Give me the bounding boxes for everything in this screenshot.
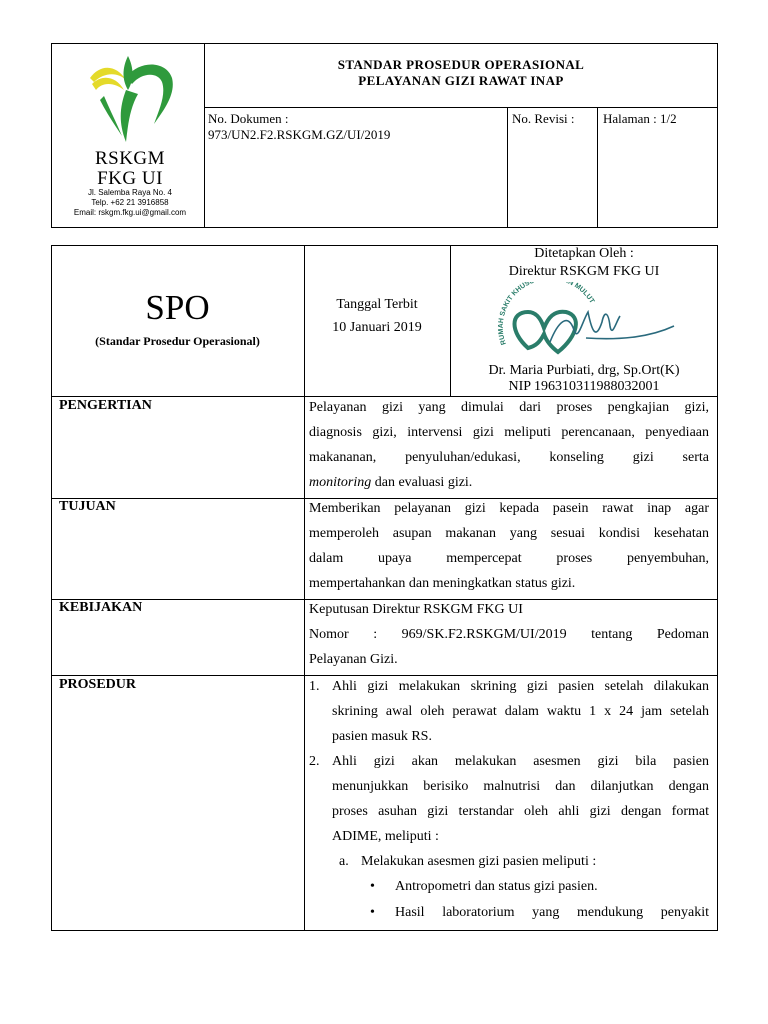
org-address: Jl. Salemba Raya No. 4 (87, 188, 173, 197)
list-number: 1. (309, 679, 320, 694)
doc-number-value: 973/UN2.F2.RSKGM.GZ/UI/2019 (208, 127, 391, 142)
spo-subtitle: (Standar Prosedur Operasional) (95, 334, 260, 348)
org-name-line1: RSKGM (94, 148, 166, 169)
procedure-line: ADIME, meliputi : (332, 829, 439, 844)
sub-list-letter: a. (339, 854, 349, 869)
tujuan-line: Memberikan pelayanan gizi kepada pasein rawat inap agar (309, 501, 709, 516)
tujuan-line: memperoleh asupan makanan yang sesuai kondisi kesehatan (309, 526, 709, 541)
procedure-line: menunjukkan berisiko malnutrisi dan dilanjutkan dengan (332, 779, 709, 794)
bullet-icon: • (370, 879, 375, 894)
sub-list-text: Melakukan asesmen gizi pasien meliputi : (361, 854, 597, 869)
kebijakan-line-last: Pelayanan Gizi. (309, 652, 398, 667)
table-divider (304, 245, 305, 931)
page-number: Halaman : 1/2 (603, 111, 677, 126)
tooth-logo-icon (82, 50, 178, 145)
procedure-line: pasien masuk RS. (332, 729, 432, 744)
stamp-signature-icon (488, 282, 688, 364)
signatory-nip: NIP 196310311988032001 (508, 379, 660, 394)
document-title-line1: STANDAR PROSEDUR OPERASIONAL (337, 57, 585, 72)
header-divider (507, 107, 508, 228)
bullet-text: Hasil laboratorium yang mendukung penyakit (395, 905, 709, 920)
pengertian-line-last (309, 470, 709, 495)
bullet-icon: • (370, 905, 375, 920)
list-number: 2. (309, 754, 320, 769)
issue-date-label: Tanggal Terbit (336, 297, 418, 312)
section-label-pengertian: PENGERTIAN (59, 398, 152, 413)
pengertian-line: makananan, penyuluhan/edukasi, konseling gizi serta (309, 450, 709, 465)
procedure-line: Ahli gizi melakukan skrining gizi pasien setelah dilakukan (332, 679, 709, 694)
tujuan-line: dalam upaya mempercepat proses penyembuhan, (309, 551, 709, 566)
org-phone: Telp. +62 21 3916858 (91, 198, 169, 207)
doc-number-label: No. Dokumen : (208, 111, 289, 126)
svg-text:RUMAH SAKIT KHUSUS GIGI DAN MU: RUMAH SAKIT KHUS N MULUT (497, 282, 596, 346)
header-divider (204, 107, 718, 108)
signatory-name: Dr. Maria Purbiati, drg, Sp.Ort(K) (488, 363, 680, 378)
header-divider (597, 107, 598, 228)
tujuan-line-last: mempertahankan dan meningkatkan status gizi. (309, 576, 576, 591)
director-title: Direktur RSKGM FKG UI (508, 264, 660, 279)
section-label-tujuan: TUJUAN (59, 499, 116, 514)
approved-by-label: Ditetapkan Oleh : (534, 246, 634, 261)
bullet-text: Antropometri dan status gizi pasien. (395, 879, 598, 894)
revision-label: No. Revisi : (512, 111, 575, 126)
pengertian-line: Pelayanan gizi yang dimulai dari proses pengkajian gizi, (309, 400, 709, 415)
spo-title: SPO (145, 288, 210, 327)
pengertian-line: diagnosis gizi, intervensi gizi meliputi perencanaan, penyediaan (309, 425, 709, 440)
org-name-line2: FKG UI (97, 168, 163, 189)
document-title-line2: PELAYANAN GIZI RAWAT INAP (358, 73, 564, 88)
pengertian-line-rest: dan evaluasi gizi. (371, 475, 473, 490)
org-email: Email: rskgm.fkg.ui@gmail.com (73, 208, 187, 217)
procedure-line: skrining awal oleh perawat dalam waktu 1 x 24 jam setelah (332, 704, 709, 719)
italic-term: monitoring (309, 475, 372, 490)
procedure-line: Ahli gizi akan melakukan asesmen gizi bila pasien (332, 754, 709, 769)
section-label-prosedur: PROSEDUR (59, 677, 137, 692)
kebijakan-line: Nomor : 969/SK.F2.RSKGM/UI/2019 tentang Pedoman (309, 627, 709, 642)
issue-date-value: 10 Januari 2019 (332, 320, 422, 335)
procedure-line: proses asuhan gizi terstandar oleh ahli gizi dengan format (332, 804, 709, 819)
organization-logo (82, 50, 178, 145)
kebijakan-line: Keputusan Direktur RSKGM FKG UI (309, 602, 523, 617)
section-label-kebijakan: KEBIJAKAN (59, 600, 143, 615)
official-stamp (488, 282, 688, 364)
